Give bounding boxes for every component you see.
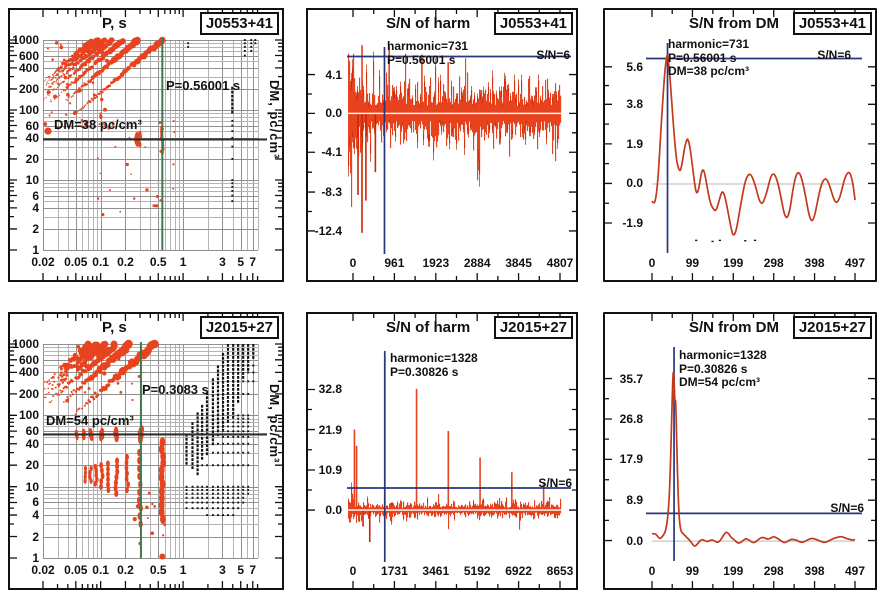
x-tick-label: 0.02 bbox=[31, 563, 55, 577]
x-tick-label: 5 bbox=[237, 563, 245, 577]
y-tick-label: 600 bbox=[18, 352, 39, 367]
x-tick-label: 3845 bbox=[505, 256, 532, 270]
x-tick-label: 298 bbox=[763, 564, 784, 578]
x-tick-label: 7 bbox=[249, 255, 257, 269]
x-tick-label: 4807 bbox=[546, 256, 574, 270]
x-tick-label: 3461 bbox=[422, 564, 450, 578]
annotation-dm: DM=54 pc/cm³ bbox=[679, 375, 761, 389]
x-tick-label: 7 bbox=[249, 563, 257, 577]
x-tick-label: 961 bbox=[384, 256, 405, 270]
sn-threshold-label: S/N=6 bbox=[538, 476, 572, 490]
x-tick-label: 1 bbox=[179, 255, 187, 269]
x-tick-label: 1731 bbox=[381, 564, 408, 578]
x-tick-label: 199 bbox=[723, 256, 744, 270]
x-tick-label: 0.05 bbox=[64, 255, 88, 269]
x-tick-label: 0.02 bbox=[31, 255, 55, 269]
y-tick-label: 32.8 bbox=[318, 382, 342, 397]
y-tick-label: 600 bbox=[18, 48, 39, 63]
sn-threshold-label: S/N=6 bbox=[817, 48, 851, 62]
y-tick-label: 26.8 bbox=[619, 411, 643, 426]
y-tick-label: -1.9 bbox=[622, 216, 643, 230]
chart-title: S/N from DM bbox=[689, 15, 779, 32]
y-tick-label: 10 bbox=[25, 173, 39, 187]
source-badge: J2015+27 bbox=[494, 316, 573, 339]
y-tick-label: 400 bbox=[18, 60, 39, 75]
y-tick-label: 8.9 bbox=[626, 493, 643, 508]
x-axis-title: P, s bbox=[102, 319, 127, 336]
chart-title: S/N of harm bbox=[386, 15, 471, 32]
panel-j2015-sn-harm bbox=[306, 312, 578, 590]
y-tick-label: 5.6 bbox=[626, 59, 643, 74]
y-tick-label: 60 bbox=[25, 424, 39, 439]
x-tick-label: 8653 bbox=[546, 564, 574, 578]
annotation-period: P=0.30826 s bbox=[679, 361, 748, 376]
y-tick-label: -4.1 bbox=[321, 145, 342, 160]
annotation-block bbox=[387, 40, 468, 67]
scatter-plot-canvas bbox=[8, 8, 284, 282]
y-tick-label: 100 bbox=[18, 408, 39, 423]
y-tick-label: 200 bbox=[18, 386, 39, 401]
panel-j0553-sn-harm bbox=[306, 8, 578, 282]
y-tick-label: 6 bbox=[32, 495, 39, 510]
y-tick-label: 1000 bbox=[12, 337, 39, 351]
y-axis-label: DM, pc/cm³ bbox=[267, 80, 282, 160]
x-axis-title: P, s bbox=[102, 15, 127, 32]
y-tick-label: 2 bbox=[32, 221, 39, 236]
source-badge: J0553+41 bbox=[793, 12, 872, 35]
y-tick-label: 4 bbox=[32, 200, 39, 215]
x-tick-label: 0.1 bbox=[92, 563, 109, 577]
panel-j0553-period-dm bbox=[8, 8, 284, 282]
y-tick-label: 0.0 bbox=[325, 106, 342, 121]
y-tick-label: 2 bbox=[32, 529, 39, 544]
annotation-block bbox=[390, 352, 478, 379]
y-tick-label: 4 bbox=[32, 508, 39, 523]
x-tick-label: 99 bbox=[685, 564, 700, 578]
y-tick-label: 10.9 bbox=[318, 462, 342, 477]
annotation-period: P=0.3083 s bbox=[142, 382, 209, 397]
x-tick-label: 2884 bbox=[463, 256, 491, 270]
y-tick-label: 0.0 bbox=[325, 503, 342, 518]
x-tick-label: 199 bbox=[723, 564, 744, 578]
annotation-harmonic: harmonic=731 bbox=[668, 37, 750, 51]
y-tick-label: 40 bbox=[25, 130, 39, 145]
panel-j0553-sn-dm bbox=[603, 8, 877, 282]
y-tick-label: 1000 bbox=[12, 33, 39, 47]
y-tick-label: -12.4 bbox=[314, 223, 342, 238]
x-tick-label: 1 bbox=[179, 563, 187, 577]
x-tick-label: 5 bbox=[237, 255, 245, 269]
annotation-period: P=0.30826 s bbox=[390, 364, 459, 379]
annotation-harmonic: harmonic=1328 bbox=[679, 348, 767, 362]
y-tick-label: 4.1 bbox=[325, 67, 342, 82]
annotation-period: P=0.56001 s bbox=[387, 52, 456, 67]
x-tick-label: 0 bbox=[349, 564, 357, 578]
x-tick-label: 0.1 bbox=[92, 255, 109, 269]
y-tick-label: 100 bbox=[18, 103, 39, 117]
chart-title: S/N of harm bbox=[386, 319, 471, 336]
sn-threshold-label: S/N=6 bbox=[830, 501, 864, 515]
panel-j2015-period-dm bbox=[8, 312, 284, 590]
scatter-plot-canvas bbox=[8, 312, 284, 590]
y-tick-label: 20 bbox=[25, 458, 39, 473]
y-tick-label: 21.9 bbox=[318, 422, 342, 437]
x-tick-label: 497 bbox=[844, 564, 866, 578]
x-tick-label: 298 bbox=[763, 256, 784, 270]
x-tick-label: 0 bbox=[648, 256, 656, 270]
y-tick-label: 60 bbox=[25, 118, 39, 133]
source-badge: J0553+41 bbox=[200, 12, 279, 35]
x-tick-label: 0.5 bbox=[149, 563, 167, 577]
y-tick-label: 1.9 bbox=[626, 136, 643, 151]
x-tick-label: 0.2 bbox=[117, 563, 134, 577]
annotation-dm: DM=38 pc/cm³ bbox=[54, 117, 142, 132]
annotation-harmonic: harmonic=1328 bbox=[390, 351, 478, 365]
y-tick-label: 0.0 bbox=[626, 176, 643, 191]
y-tick-label: 10 bbox=[25, 479, 39, 494]
source-badge: J2015+27 bbox=[200, 316, 279, 339]
annotation-dm: DM=54 pc/cm³ bbox=[46, 413, 134, 428]
annotation-period: P=0.56001 s bbox=[166, 78, 241, 93]
sn-threshold-label: S/N=6 bbox=[536, 48, 570, 62]
y-tick-label: 40 bbox=[25, 436, 39, 451]
y-tick-label: 200 bbox=[18, 81, 39, 96]
y-tick-label: 17.9 bbox=[619, 452, 643, 467]
x-tick-label: 497 bbox=[844, 256, 866, 270]
x-tick-label: 5192 bbox=[463, 564, 491, 578]
panel-j2015-sn-dm bbox=[603, 312, 877, 590]
y-tick-label: 1 bbox=[32, 243, 39, 257]
x-tick-label: 0 bbox=[648, 564, 656, 578]
x-tick-label: 1923 bbox=[422, 256, 450, 270]
y-tick-label: -8.3 bbox=[321, 185, 342, 200]
y-axis-label: DM, pc/cm³ bbox=[267, 384, 282, 464]
x-tick-label: 0 bbox=[349, 256, 357, 270]
y-tick-label: 0.0 bbox=[626, 533, 643, 548]
y-tick-label: 6 bbox=[32, 188, 39, 203]
x-tick-label: 0.05 bbox=[64, 563, 88, 577]
x-tick-label: 398 bbox=[804, 256, 825, 270]
y-tick-label: 3.8 bbox=[626, 97, 643, 112]
annotation-harmonic: harmonic=731 bbox=[387, 39, 469, 53]
source-badge: J0553+41 bbox=[494, 12, 573, 35]
x-tick-label: 398 bbox=[804, 564, 825, 578]
annotation-block bbox=[668, 38, 749, 79]
x-tick-label: 6922 bbox=[505, 564, 532, 578]
y-tick-label: 20 bbox=[25, 151, 39, 166]
annotation-period: P=0.56001 s bbox=[668, 50, 737, 65]
x-tick-label: 0.5 bbox=[149, 255, 167, 269]
chart-title: S/N from DM bbox=[689, 319, 779, 336]
x-tick-label: 0.2 bbox=[117, 255, 134, 269]
x-tick-label: 3 bbox=[219, 255, 226, 269]
x-tick-label: 3 bbox=[219, 563, 226, 577]
source-badge: J2015+27 bbox=[793, 316, 872, 339]
annotation-dm: DM=38 pc/cm³ bbox=[668, 64, 750, 78]
y-tick-label: 400 bbox=[18, 365, 39, 380]
annotation-block bbox=[679, 349, 767, 390]
y-tick-label: 35.7 bbox=[619, 371, 643, 386]
x-tick-label: 99 bbox=[685, 256, 700, 270]
y-tick-label: 1 bbox=[32, 551, 39, 565]
